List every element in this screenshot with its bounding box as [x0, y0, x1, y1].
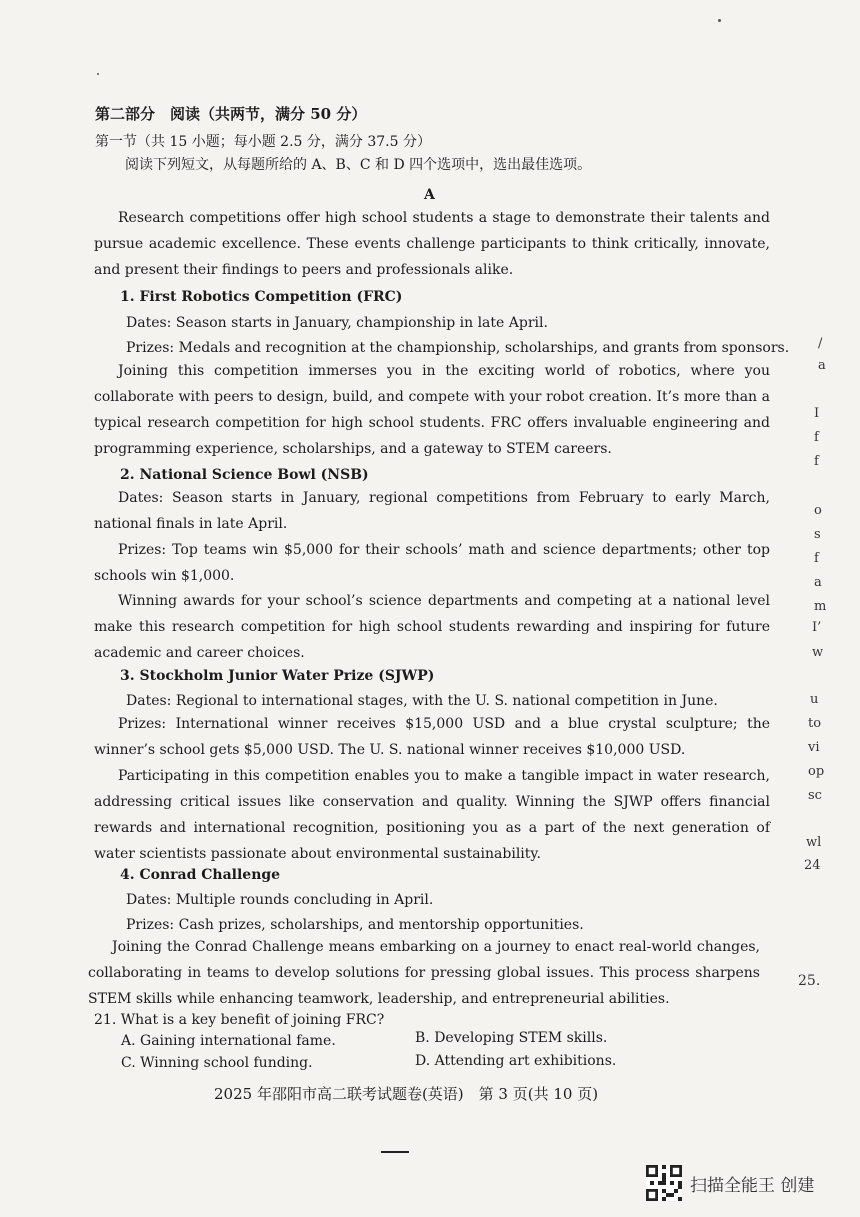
competition-title: 4. Conrad Challenge — [120, 867, 281, 883]
margin-fragment: u — [810, 692, 819, 707]
margin-fragment: w — [812, 645, 824, 660]
instruction: 阅读下列短文，从每题所给的 A、B、C 和 D 四个选项中，选出最佳选项。 — [125, 157, 592, 173]
competition-prizes: Prizes: Cash prizes, scholarships, and mentorship opportunities. — [126, 917, 584, 933]
competition-description: Participating in this competition enables you to make a tangible impact in water research, addressing critical issues like conservation and quality. Winning the SJWP offers financial rewards and international recognition, positioning you as a part of the next generation of water scientists passionate about environmental sustainability. — [94, 768, 770, 862]
option-d: D. Attending art exhibitions. — [415, 1053, 617, 1069]
competition-title: 1. First Robotics Competition (FRC) — [120, 289, 403, 305]
margin-fragment: I — [814, 406, 820, 421]
margin-fragment: sc — [808, 788, 822, 803]
option-c: C. Winning school funding. — [121, 1055, 313, 1071]
option-a: A. Gaining international fame. — [121, 1033, 336, 1049]
margin-fragment: f — [814, 454, 819, 469]
scanner-watermark — [646, 1163, 846, 1201]
passage-label: A — [424, 187, 435, 203]
competition-prizes: Prizes: International winner receives $15,000 USD and a blue crystal sculpture; the winner’s school gets $5,000 USD. The U. S. national winner receives $10,000 USD. — [94, 716, 770, 758]
margin-fragment: a — [814, 575, 822, 590]
margin-fragment: I’ — [812, 620, 822, 635]
scan-speck — [718, 19, 721, 22]
margin-fragment: o — [814, 503, 822, 518]
margin-fragment: m — [814, 599, 827, 614]
question-stem: 21. What is a key benefit of joining FRC? — [94, 1012, 385, 1028]
qr-code-icon — [646, 1165, 682, 1201]
intro-paragraph: Research competitions offer high school students a stage to demonstrate their talents and pursue academic excellence. These events challenge participants to think critically, innovate, and present their findings to peers and professionals alike. — [94, 210, 770, 278]
margin-fragment: s — [814, 527, 821, 542]
section-heading: 第一节（共 15 小题；每小题 2.5 分，满分 37.5 分） — [95, 134, 431, 150]
footer-rule — [381, 1151, 409, 1153]
margin-fragment: op — [808, 764, 825, 779]
competition-description: Joining this competition immerses you in the exciting world of robotics, where you collaborate with peers to design, build, and compete with your robot creation. It’s more than a typical research competition for high school students. FRC offers invaluable engineering and programming experience, scholarships, and a gateway to STEM careers. — [94, 363, 770, 457]
margin-fragment: to — [808, 716, 822, 731]
margin-fragment: f — [814, 430, 819, 445]
competition-prizes: Prizes: Medals and recognition at the championship, scholarships, and grants from sponsors. — [126, 340, 790, 356]
competition-dates: Dates: Multiple rounds concluding in April. — [126, 892, 434, 908]
margin-fragment: wl — [806, 835, 822, 850]
competition-dates: Dates: Regional to international stages, with the U. S. national competition in June. — [126, 693, 718, 709]
margin-fragment: 25. — [798, 973, 821, 989]
margin-fragment: / — [818, 336, 823, 351]
option-b: B. Developing STEM skills. — [415, 1030, 608, 1046]
competition-description: Joining the Conrad Challenge means embarking on a journey to enact real-world changes, collaborating in teams to develop solutions for pressing global issues. This process sharpens STEM skills while enhancing teamwork, leadership, and entrepreneurial abilities. — [88, 939, 760, 1007]
margin-fragment: vi — [808, 740, 820, 755]
competition-title: 2. National Science Bowl (NSB) — [120, 467, 369, 483]
margin-fragment: 24 — [804, 858, 821, 873]
margin-fragment: a — [818, 358, 826, 373]
competition-prizes: Prizes: Top teams win $5,000 for their schools’ math and science departments; other top schools win $1,000. — [94, 542, 770, 584]
competition-dates: Dates: Season starts in January, championship in late April. — [126, 315, 548, 331]
competition-title: 3. Stockholm Junior Water Prize (SJWP) — [120, 668, 435, 684]
page-footer: 2025 年邵阳市高二联考试题卷(英语) 第 3 页(共 10 页) — [214, 1085, 599, 1103]
part-heading: 第二部分 阅读（共两节，满分 50 分） — [95, 105, 367, 123]
competition-description: Winning awards for your school’s science departments and competing at a national level make this research competition for high school students rewarding and inspiring for future academic and career choices. — [94, 593, 770, 661]
watermark-text: 扫描全能王 创建 — [690, 1176, 815, 1196]
competition-dates: Dates: Season starts in January, regional competitions from February to early March, national finals in late April. — [94, 490, 770, 532]
margin-fragment: f — [814, 551, 819, 566]
scan-speck — [97, 73, 99, 75]
